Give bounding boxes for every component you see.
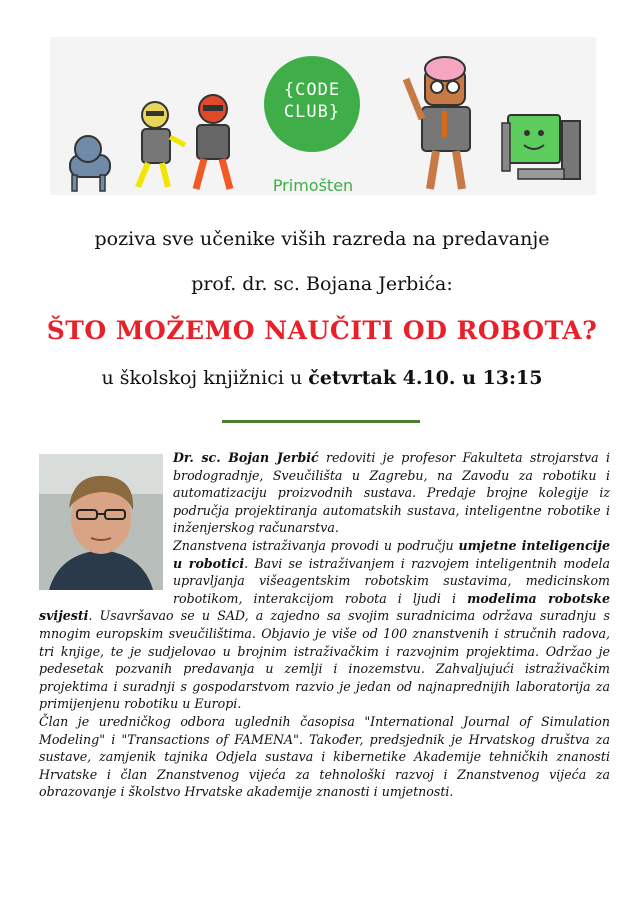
robot-dog-icon bbox=[70, 136, 110, 191]
bio-p2-bold2: modelima robotske svijesti bbox=[39, 590, 611, 624]
bio-p2-c: . Usavršavao se u SAD, a zajedno sa svojim suradnicima održava suradnju s mnogim europskim sveučilištima. Objavio je više od 100 znanstvenih i stručnih radova, tri knjige, te je sudjelovao u brojnim istraživačkim i razvojnim projektima. Održao je pedesetak pozvanih predavanja u zemlji i inozemstvu. Zahvaljujući istraživačkim projektima i suradnji s gospodarstvom razvio je jedan od najnaprednijih laboratorija za primijenjenu robotiku u Europi. bbox=[39, 608, 610, 712]
when-datetime: četvrtak 4.10. u 13:15 bbox=[308, 367, 543, 389]
computer-icon bbox=[502, 115, 580, 179]
club-place: Primošten bbox=[272, 176, 354, 195]
invite-text: poziva sve učenike viših razreda na predavanje bbox=[94, 228, 550, 250]
bio-p2-a: Znanstvena istraživanja provodi u području bbox=[173, 537, 459, 553]
logo-line1: {CODE bbox=[283, 80, 341, 100]
divider-rule bbox=[222, 420, 420, 423]
bio-name: Dr. sc. Bojan Jerbić bbox=[173, 450, 319, 465]
logo-line2: CLUB} bbox=[283, 102, 341, 122]
bio-p2-b: . Bavi se istraživanjem i razvojem inteligentnih modela upravljanja višeagentskim robotskim sustavima, medicinskom robotikom, interakcijom robota i ljudi i bbox=[173, 555, 610, 606]
lecturer-bio bbox=[39, 449, 610, 801]
robot-yellow-icon bbox=[138, 102, 185, 187]
lecturer-line: prof. dr. sc. Bojana Jerbića: bbox=[191, 273, 453, 295]
bio-p2-bold1: umjetne inteligencije u robotici bbox=[173, 537, 610, 571]
lecture-when bbox=[0, 367, 644, 389]
bio-p3: Član je uredničkog odbora uglednih časopisa "International Journal of Simulation Modeling" i "Transactions of FAMENA". Također, predsjednik je Hrvatskog društva za sustave, zamjenik tajnika Odjela sustava i kibernetike Akademije tehničkih znanosti Hrvatske i član Znanstvenog vijeća za tehnološki razvoj i Znanstvenog vijeća za obrazovanje i školstvo Hrvatske akademije znanosti i umjetnosti. bbox=[39, 713, 610, 800]
bio-p1: redoviti je profesor Fakulteta strojarstva i brodogradnje, Sveučilišta u Zagrebu, na Zavodu za robotiku i automatizaciju proizvodnih sustava. Predaje brojne kolegije iz područja projektiranja automatskih sustava, inteligentne robotike i inženjerskog računarstva. bbox=[173, 450, 610, 536]
when-prefix: u školskoj knjižnici u bbox=[101, 367, 309, 389]
lecture-title: ŠTO MOŽEMO NAUČITI OD ROBOTA? bbox=[46, 316, 598, 345]
code-club-logo bbox=[264, 56, 360, 152]
robot-brain-icon bbox=[406, 57, 470, 189]
robot-red-icon bbox=[196, 95, 230, 189]
